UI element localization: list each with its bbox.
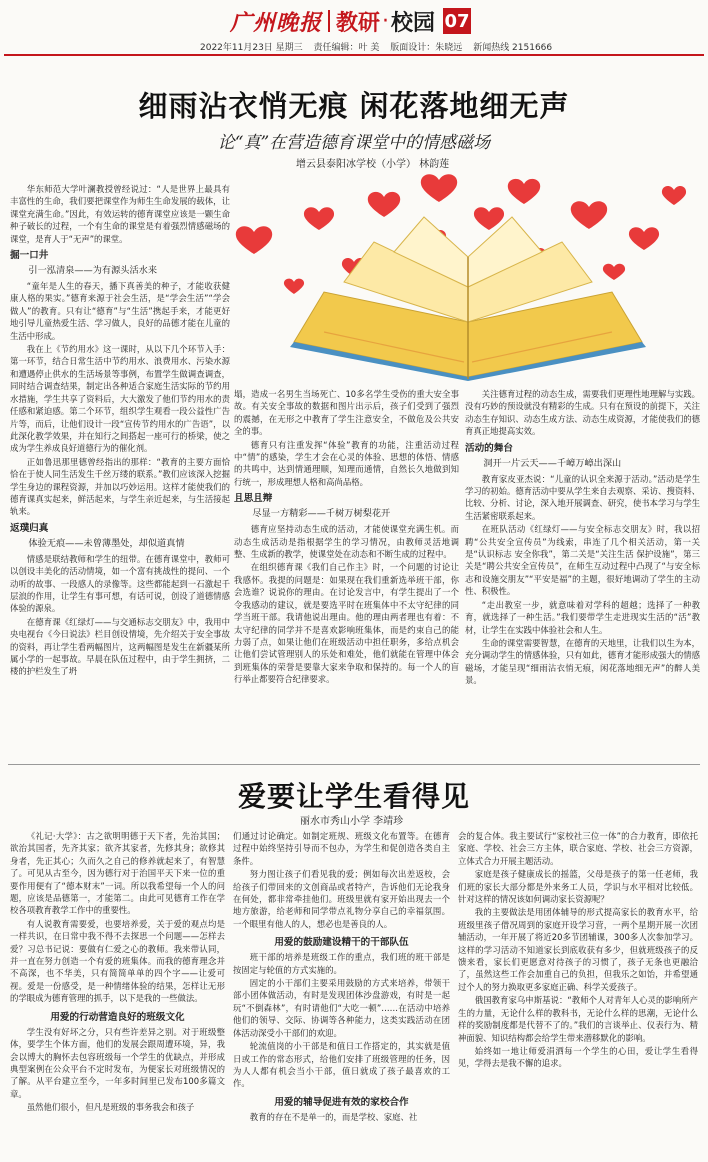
paragraph: 塌，造成一名男生当场死亡、10多名学生受伤的重大安全事故。有关安全事故的数据和图片出示后，孩子们受到了强烈的震撼，在无形之中教育了学生注意安全，不做危及公共安全的事。 bbox=[234, 389, 459, 437]
paragraph: 始终如一地让师爱涓洒每一个学生的心田，爱让学生看得见，学得去是我不懈的追求。 bbox=[458, 1045, 698, 1069]
paragraph: “走出教室一步，就意味着对学科的超越；选择了一种教育，就选择了一种生活。”我们要带学生走进现实生活的“活”教材，让学生在实践中体验社会和人生。 bbox=[465, 599, 700, 635]
meta-line bbox=[200, 40, 560, 53]
paragraph: 家庭是孩子健康成长的摇篮，父母是孩子的第一任老师，我们班的家长大部分都是外来务工人员，学识与水平相对比较低。针对这样的情况该如何调动家长资源呢？ bbox=[458, 869, 698, 905]
article2-column-1 bbox=[10, 830, 225, 1160]
heart-icon bbox=[662, 186, 686, 205]
paragraph: 固定的小干部们主要采用鼓励的方式来培养，带领干部小团体做活动，有时是发现团体沙盘游戏，有时是一起玩“不倒森林”，有时请他们“大吃一顿”……在活动中培养他们的领导、交际、协调等各种能力，这类实践活动在团体活动深受小干部们的欢迎。 bbox=[233, 978, 450, 1038]
article1-title: 细雨沾衣悄无痕 闲花落地细无声 bbox=[138, 89, 570, 123]
masthead-separator bbox=[328, 10, 330, 32]
paragraph: 正如鲁迅那里德曾经指出的那样：“教育的主要方面恰恰在于使人同生活发生千丝万缕的联系。”教们应该深入挖掘学生身边的课程资源，并加以巧妙运用。这样才能使我们的德育课真实起来，鲜活起来，与学生亲近起来，与生活接起轨来。 bbox=[10, 456, 230, 517]
paragraph: 德育只有注重发挥“体验”教育的功能，注重活动过程中“情”的感染，学生才会在心灵的体验、思想的体悟、情感的共鸣中，达到情通理顺，知理而通情，自然长久地做到知行统一，形成理想人格和高尚品格。 bbox=[234, 439, 459, 487]
masthead-dot: · bbox=[382, 8, 390, 34]
paragraph: 在组织德育课《我们自己作主》时，一个问题的讨论让我感怀。我提的问题是：如果现在我们重新选举班干部，你会选谁？说说你的理由。在讨论发言中，有学生提出了一个令我感动的建议，就是要选平时在班集体中不太守纪律的同学当班干部。我请他说出理由。他的理由两者理也有着：不太守纪律的同学并不是喜欢影响班集体，而是约束自己的能力弱了点，如果让他们在班级活动中担任职务，多给点机会让他们尝试管理别人的乐处和难处，他们就能在管理中体会到班集体的荣誉是要靠大家来争取和保持的。每一个人的盲行举止都要符合纪律要求。 bbox=[234, 562, 459, 685]
heart-icon bbox=[629, 227, 659, 250]
article2-column-2 bbox=[233, 830, 450, 1160]
heart-icon bbox=[508, 179, 540, 204]
masthead bbox=[230, 6, 471, 36]
paragraph: 我在上《节约用水》这一课时，从以下几个环节入手：第一环节，结合日常生活中节约用水、浪费用水、污染水源和遭遇停止供水的生活场景等事例，布置学生做调查调查，同时结合调查结果，制定出各种适合家庭生活实际的节约用水措施，学生共享了资料后，大大激发了他们节约用水的责任感和紧迫感。第二个环节，组织学生观看一段公益性广告片等，而后，让他们设计一段“宣传节约用水的广告语”，以此深化教学效果，并在知行之间搭起一座可行的桥梁，使之成为学生养成良好道德行为的催化剂。 bbox=[10, 344, 230, 454]
article1-author: 增云县泰阳冰学校（小学） 林韵莲 bbox=[296, 159, 450, 170]
paragraph: 班干部的培养是班级工作的重点，我们班的班干部是按固定与轮值的方式实施的。 bbox=[233, 952, 450, 975]
heart-icon bbox=[304, 207, 334, 230]
section-heading: 返璞归真 bbox=[10, 522, 49, 534]
section-name-2: 校园 bbox=[391, 9, 436, 36]
news-hotline: 新闻热线 2151666 bbox=[473, 43, 553, 53]
paragraph: 在德育课《红绿灯——与交通标志交朋友》中，我用中央电视台《今日说法》栏目创设情境，先介绍关于安全事故的资料，再让学生看两幅图片，这两幅图是发生在新疆某所属小学的一起事故。早晨在队伍过程中，由于学生拥挤，二楼的护栏发生了坍 bbox=[10, 616, 230, 677]
section-subheading: 体验无痕——未曾薄墨处，却似道真情 bbox=[28, 537, 185, 549]
paragraph: 生命的课堂需要智慧，在德育的天地里，让我们以生为本，充分调动学生的情感体验，只有如此，德育才能形成强大的情感磁场，才能呈现“细雨沾衣悄无痕，闲花落地细无声”的醉人美景。 bbox=[465, 637, 700, 686]
heart-icon bbox=[421, 174, 457, 202]
article1-subtitle: 论“真”在营造德育课堂中的情感磁场 bbox=[217, 133, 491, 153]
issue-date: 2022年11月23日 星期三 bbox=[200, 43, 303, 53]
section-subheading: 洞开一片云天——千嶂万嶂出深山 bbox=[483, 457, 622, 469]
paragraph: 有人说教育需要爱，也要培养爱，关于爱的观点均是一样共识，在日常中我不得不去探思一个问题——怎样去爱？习总书记说：要做有仁爱之心的教师。我来带认同，并一直在努力创造一个有爱的班集体。而我的德育理念并不高深，也不华美，只有简简单单的四个字——让爱可视。爱是一份感受，是一种情绪体验的结果，怎样让无形的学眼成为德育管理的抓手，以下是我的一些做法。 bbox=[10, 918, 225, 1004]
article2-author: 丽水市秀山小学 李靖珍 bbox=[300, 816, 404, 827]
section-heading: 用爱的行动营造良好的班级文化 bbox=[50, 1011, 185, 1023]
paragraph: 在班队活动《红绿灯——与安全标志交朋友》时，我以招聘“公共安全宣传员”为线索，串连了几个相关活动，第一关是“认识标志 安全你我”，第二关是“关注生活 保护设施”，第三关是“聘公共安全宣传员”，在师生互动过程中凸现了“与安全标志和设施交朋友”“平安是福”的主题，很好地调动了学生的主动性、积极性。 bbox=[465, 524, 700, 597]
book-hearts-illustration bbox=[234, 172, 702, 382]
article-divider bbox=[8, 764, 700, 765]
heart-icon bbox=[236, 226, 272, 254]
article1-column-2 bbox=[234, 388, 459, 758]
paragraph: 教育的存在不是单一的，而是学校、家庭、社 bbox=[249, 1111, 418, 1122]
open-book bbox=[290, 217, 646, 381]
paragraph: 俄国教育家乌申斯基说：“教师个人对青年人心灵的影响所产生的力量，无论什么样的教科书，无论什么样的思潮，无论什么样的奖励制度都是代替不了的。”我们的言谈举止、仪表行为、精神面貌、知识结构都会给学生带来潜移默化的影响。 bbox=[458, 995, 698, 1043]
page-number: 07 bbox=[443, 8, 471, 34]
paragraph: 虽然他们很小，但凡是班级的事务我会和孩子 bbox=[26, 1102, 195, 1113]
heart-icon bbox=[284, 279, 304, 294]
article1-column-3 bbox=[465, 388, 700, 758]
paragraph: 关注德育过程的动态生成，需要我们更理性地理解与实践。没有巧妙的预设就没有精彩的生成。只有在预设的前提下，关注动态生存知识、动态生成方法、动态生成资源，才能使我们的德育真正地提高实效。 bbox=[465, 389, 700, 437]
section-name: 教研 bbox=[336, 9, 381, 36]
paragraph: 努力图让孩子们看见我的爱；例如每次出差返校，会给孩子们带回来的文创商品或者特产，告诉他们无论我身在何处，都非常牵挂他们。班级里就有家开始出现去一个地方旅游，给老师和同学带点礼物分享自己的幸福氛围。一个眼里有他人的人，想必也是善良的人。 bbox=[233, 869, 450, 929]
section-heading: 活动的舞台 bbox=[465, 442, 513, 454]
paragraph: 情感是联结教师和学生的纽带。在德育课堂中，教师可以创设丰美化的活动情境，如一个富有挑战性的提问、一个动听的故事、一段感人的录像等。这些都能起到一石激起千层浪的作用，让学生有事可想，有话可说，创设了道德情感体验的源泉。 bbox=[10, 553, 230, 614]
paragraph: 们通过讨论确定。如制定班规、班级文化布置等。在德育过程中始终坚持引导而不包办，为学生和促创造各类自主条件。 bbox=[233, 831, 450, 866]
heart-icon bbox=[368, 192, 400, 217]
article1-column-1 bbox=[10, 183, 230, 758]
section-heading: 用爱的鼓励建设精干的干部队伍 bbox=[274, 937, 409, 949]
editor: 责任编辑：叶 美 bbox=[313, 43, 380, 53]
paragraph: 学生没有好坏之分，只有些许差异之别。对于班级整体，要学生个体方面，他们的发展会跟周遭环境，异，我会以博大的胸怀去包容班级每一个学生的优缺点，并形成典型案例在公众平台不定时发布，为便家长对班级情况的了解。从平台建立至今，一年多时间里已发布100多篇文章。 bbox=[10, 1026, 225, 1099]
section-heading: 用爱的辅导促进有效的家校合作 bbox=[274, 1096, 409, 1108]
section-heading: 且思且辩 bbox=[234, 493, 273, 505]
paper-name: 广州晚报 bbox=[230, 9, 323, 36]
paragraph: “童年是人生的春天，播下真善美的种子，才能收获健康人格的果实。”德育来源于社会生活，是“学会生活”“学会做人”的教育。只有让“德育”与“生活”携起手来，才能更好地引导儿童热爱生活、学习做人，良好的品德才能在儿童的生活中形成。 bbox=[10, 281, 230, 341]
heart-icon bbox=[571, 201, 607, 229]
heart-icon bbox=[603, 264, 625, 280]
paragraph: 轮流值岗的小干部是和值日工作搭定的，其实就是值日或工作的常态形式，给他们安排了班级管理的任务，因为人人都有机会当小干部，值日就成了孩子最喜欢的工作。 bbox=[233, 1041, 450, 1089]
article2-title: 爱要让学生看得见 bbox=[237, 780, 470, 813]
paragraph: 华东师范大学叶澜教授曾经说过：“人是世界上最具有丰富性的生命，我们要把课堂作为师生生命发展的载体，让课堂充满生命。”因此，有效运转的德育课堂应该是一颗生命种子破长的过程，一个有生命的课堂是有着强烈情感磁场的课堂，是育人于“无声”的课堂。 bbox=[10, 184, 230, 244]
section-heading: 掘一口井 bbox=[10, 250, 49, 262]
section-subheading: 引一泓清泉——为有源头活水来 bbox=[28, 265, 158, 277]
paragraph: 《礼记·大学》：古之欲明明德于天下者，先治其国；欲治其国者，先齐其家；欲齐其家者，先修其身；欲修其身者，先正其心；久而久之自己的修养就起来了，有智慧了。可见从古至今，因为德行对于治国平天下来一位的重要作用便有了“德本财末”一词。所以我希望每一个人的问题，应该是品德第一，才能第二。由此可见德育工作在学校各项教育教学工作中的重要性。 bbox=[10, 831, 225, 916]
section-subheading: 尽显一方精彩——千树万树梨花开 bbox=[252, 508, 391, 520]
article2-column-3 bbox=[458, 830, 698, 1160]
designer: 版面设计：朱晓远 bbox=[390, 43, 463, 53]
heart-icon bbox=[474, 207, 504, 230]
paragraph: 会的复合体。我主要试行“家校社三位一体”的合力教育，即依托家庭、学校、社会三方主体，联合家庭、学校、社会三方资源，立体式合力开展主题活动。 bbox=[458, 831, 698, 866]
paragraph: 教育家皮亚杰说：“儿童的认识全来源于活动。”活动是学生学习的初始。德育活动中要从学生来自去观察、采访、搜资料、比较、分析、讨论，深入地开展调查、研究，使书本学习与学生生活紧密联系起来。 bbox=[465, 473, 700, 521]
masthead-rule bbox=[4, 54, 704, 56]
paragraph: 德育应坚持动态生成的活动，才能使课堂充满生机。而动态生成活动是指根据学生的学习情况，由教师灵活地调整、生成新的教学，使课堂处在动态和不断生成的过程中。 bbox=[234, 524, 459, 560]
paragraph: 我的主要做法是用团体辅导的形式提高家长的教育水平，给班级里孩子借况周到的家庭开设学习营，一两个星期开展一次团辅活动，一年开展了将近20多节团辅课，300多人次参加学习。这样的学习活动不知道家长到底收获有多少，但就班级孩子的反馈来看，家长们更愿意对待孩子的习惯了，孩子无条也更融洽了，虽然这些工作会加重自己的负担，但我乐之如饴，并希望通过个人的努力换取更多家庭正确、科学关爱孩子。 bbox=[458, 907, 698, 992]
